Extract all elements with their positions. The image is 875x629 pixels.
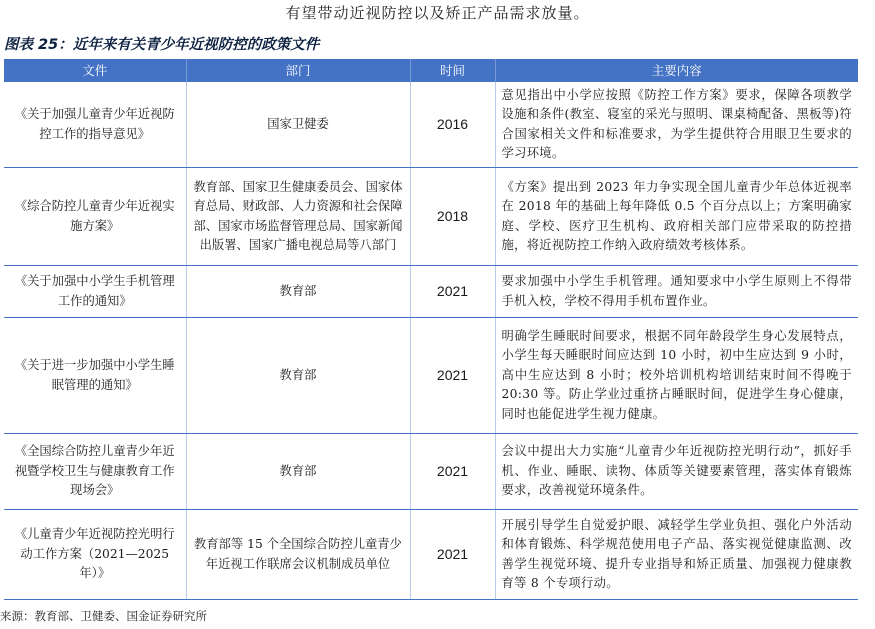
cell-year: 2021 (410, 266, 495, 318)
source-note: 来源：教育部、卫健委、国金证券研究所 (0, 609, 207, 623)
cell-year: 2021 (410, 434, 495, 510)
cell-department: 教育部、国家卫生健康委员会、国家体育总局、财政部、人力资源和社会保障部、国家市场监督管理总局、国家新闻出版署、国家广播电视总局等八部门 (186, 168, 410, 266)
cell-content: 《方案》提出到 2023 年力争实现全国儿童青少年总体近视率在 2018 年的基础上每年降低 0.5 个百分点以上；方案明确家庭、学校、医疗卫生机构、政府相关部门应带采取的防控措施，将近视防控工作纳入政府绩效考核体系。 (495, 168, 858, 266)
cell-department: 国家卫健委 (186, 82, 410, 168)
cell-document: 《关于加强中小学生手机管理工作的通知》 (4, 266, 186, 318)
cell-content: 开展引导学生自觉爱护眼、减轻学生学业负担、强化户外活动和体育锻炼、科学规范使用电子产品、落实视觉健康监测、改善学生视觉环境、提升专业指导和矫正质量、加强视力健康教育等 8 个专项行动。 (495, 510, 858, 600)
table-row (4, 510, 858, 600)
table-row (4, 434, 858, 510)
cell-content: 会议中提出大力实施“儿童青少年近视防控光明行动”，抓好手机、作业、睡眠、读物、体质等关键要素管理，落实体育锻炼要求，改善视觉环境条件。 (495, 434, 858, 510)
cell-content: 明确学生睡眠时间要求，根据不同年龄段学生身心发展特点，小学生每天睡眠时间应达到 10 小时，初中生应达到 9 小时，高中生应达到 8 小时；校外培训机构培训结束时间不得晚于 20:30 等。防止学业过重挤占睡眠时间，促进学生身心健康，同时也能促进学生视力健康。 (495, 318, 858, 434)
intro-text: 有望带动近视防控以及矫正产品需求放量。 (285, 4, 590, 22)
cell-year: 2018 (410, 168, 495, 266)
cell-department: 教育部 (186, 318, 410, 434)
figure-title: 图表 25：近年来有关青少年近视防控的政策文件 (4, 37, 320, 53)
cell-document: 《儿童青少年近视防控光明行动工作方案（2021—2025 年）》 (4, 510, 186, 600)
table-row (4, 82, 858, 168)
header-department: 部门 (186, 59, 410, 82)
cell-department: 教育部 (186, 434, 410, 510)
table-header-row (4, 59, 858, 82)
table-row (4, 168, 858, 266)
cell-year: 2021 (410, 510, 495, 600)
cell-content: 意见指出中小学应按照《防控工作方案》要求，保障各项教学设施和条件(教室、寝室的采光与照明、课桌椅配备、黑板等)符合国家相关文件和标准要求，为学生提供符合用眼卫生要求的学习环境。 (495, 82, 858, 168)
header-document: 文件 (4, 59, 186, 82)
cell-document: 《关于加强儿童青少年近视防控工作的指导意见》 (4, 82, 186, 168)
table-row (4, 266, 858, 318)
cell-year: 2021 (410, 318, 495, 434)
cell-document: 《全国综合防控儿童青少年近视暨学校卫生与健康教育工作现场会》 (4, 434, 186, 510)
header-year: 时间 (410, 59, 495, 82)
cell-document: 《综合防控儿童青少年近视实施方案》 (4, 168, 186, 266)
cell-document: 《关于进一步加强中小学生睡眠管理的通知》 (4, 318, 186, 434)
header-content: 主要内容 (495, 59, 858, 82)
table-row (4, 318, 858, 434)
cell-content: 要求加强中小学生手机管理。通知要求中小学生原则上不得带手机入校，学校不得用手机布置作业。 (495, 266, 858, 318)
policy-table (4, 59, 858, 600)
cell-department: 教育部 (186, 266, 410, 318)
cell-department: 教育部等 15 个全国综合防控儿童青少年近视工作联席会议机制成员单位 (186, 510, 410, 600)
cell-year: 2016 (410, 82, 495, 168)
